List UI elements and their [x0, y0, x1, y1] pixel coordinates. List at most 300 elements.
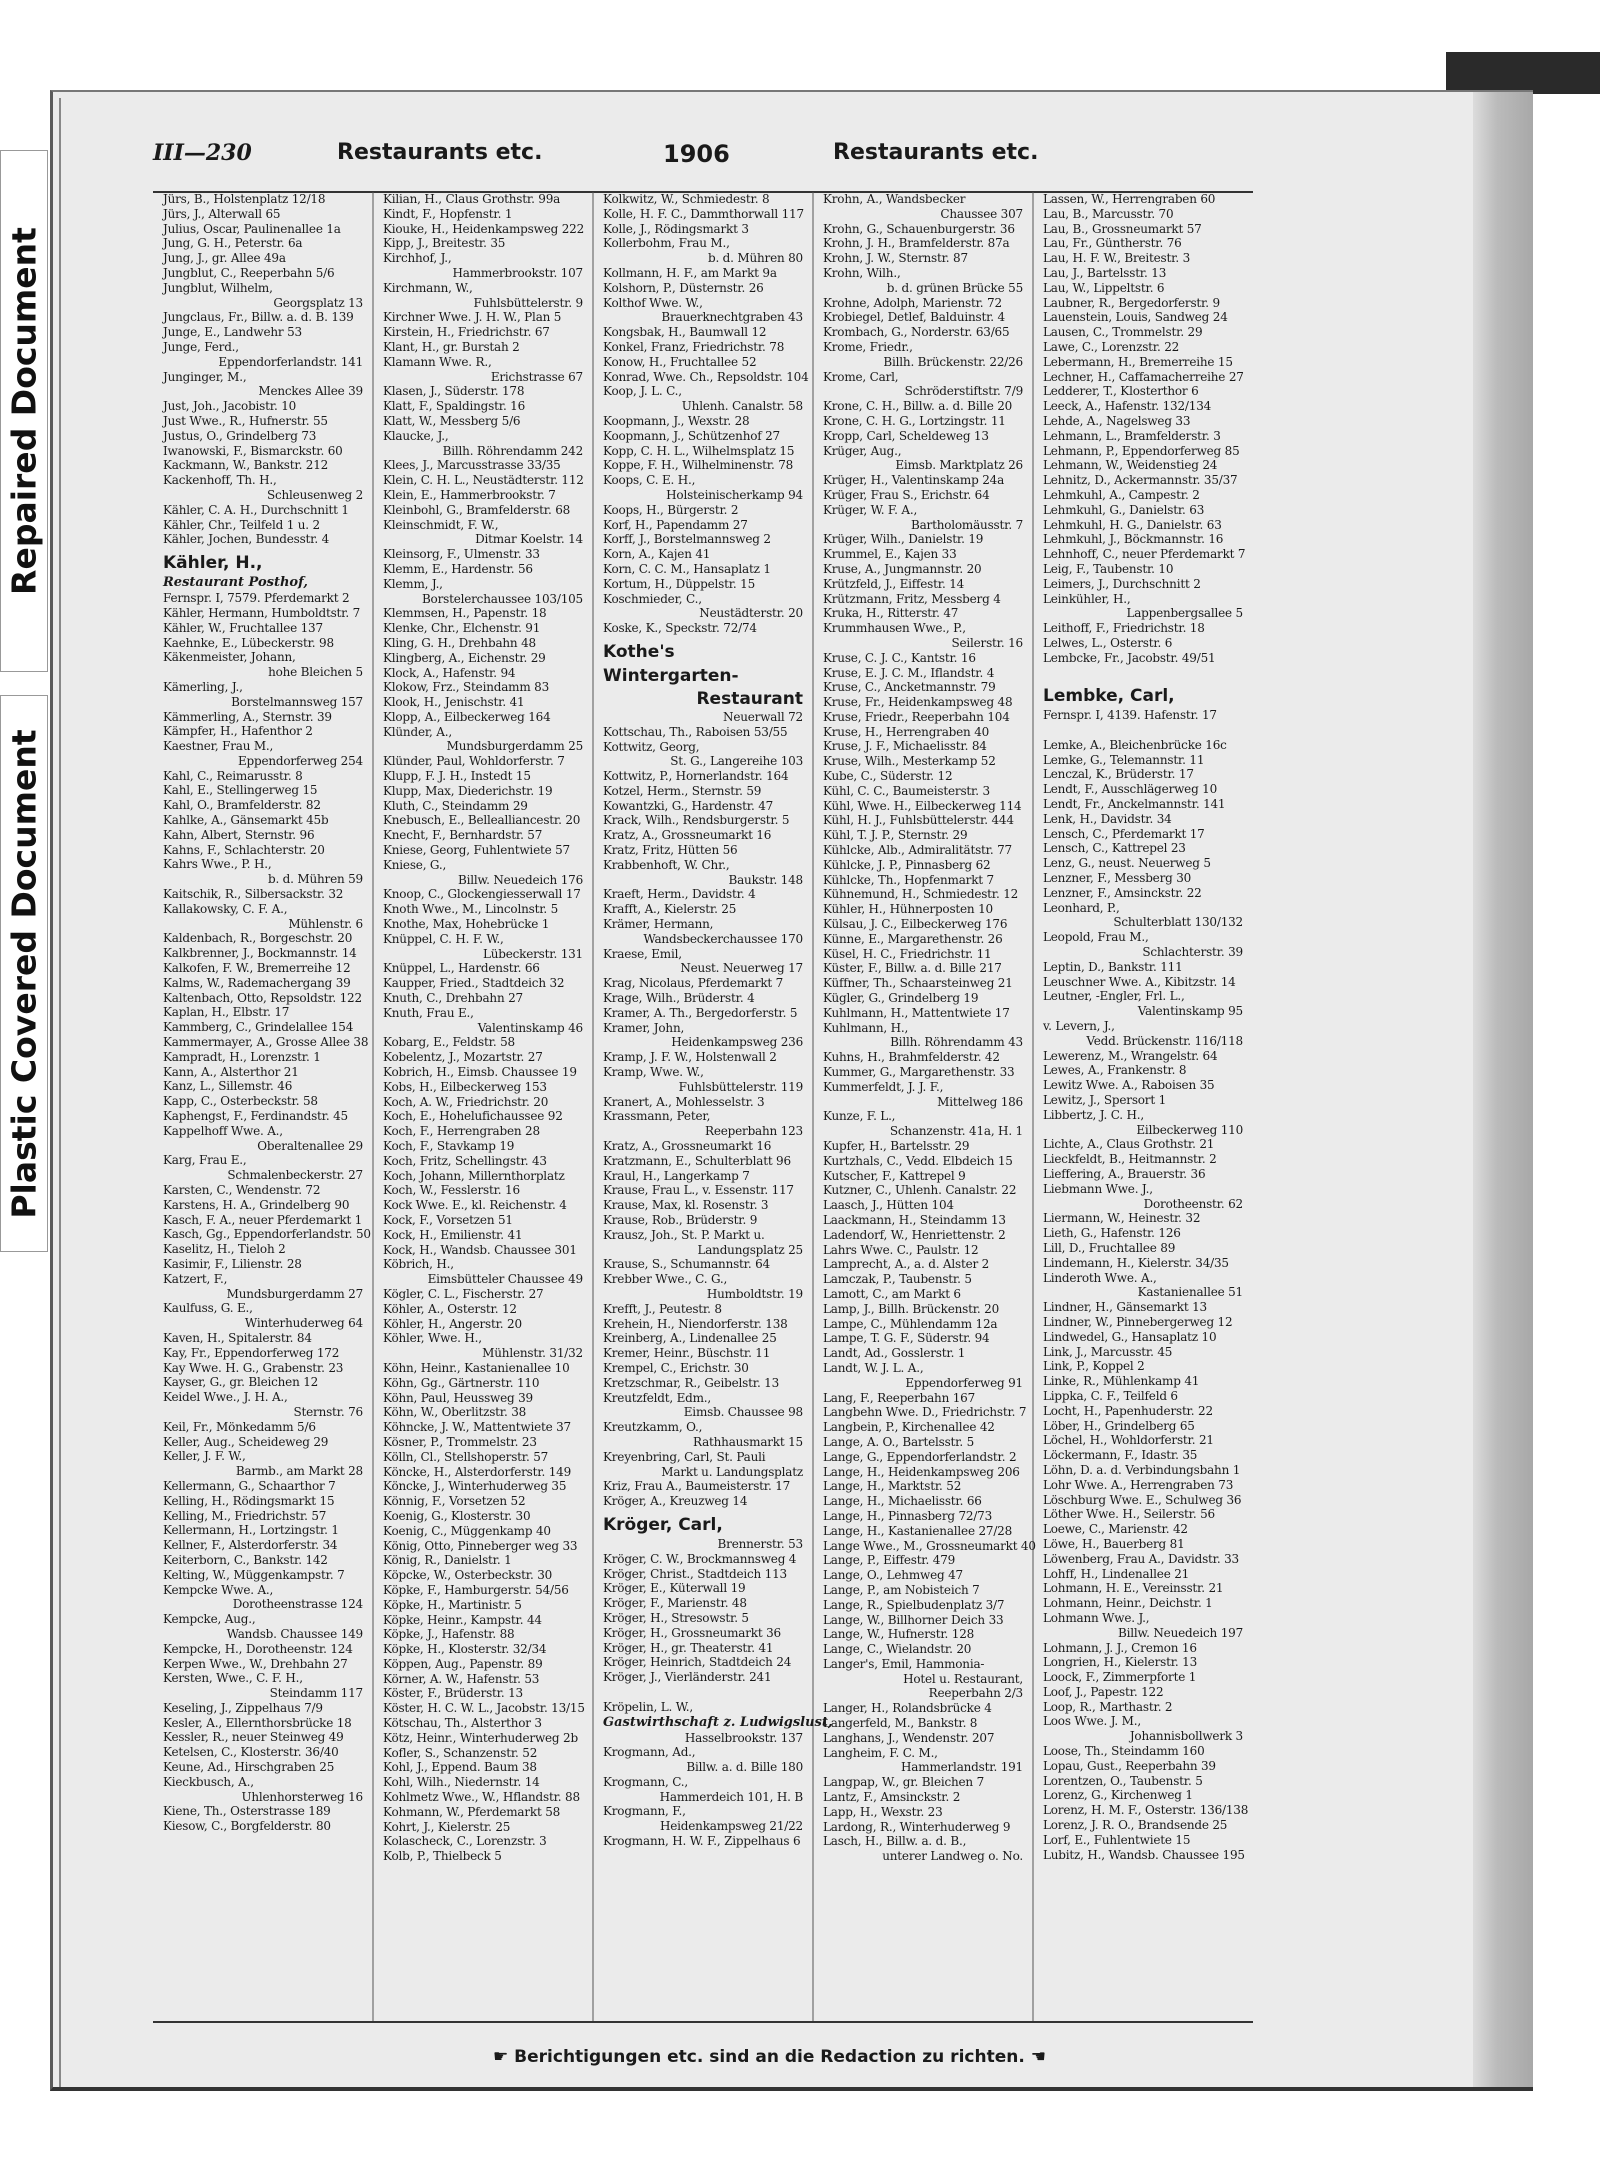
listing-entry: Lohr Wwe. A., Herrengraben 73	[1043, 1477, 1234, 1492]
business-heading: Restaurant	[696, 688, 803, 709]
page-number: III—230	[153, 140, 252, 166]
listing-entry: Lensch, C., Pferdemarkt 17	[1043, 826, 1205, 841]
side-label-strip	[0, 150, 46, 1250]
listing-entry: Koch, E., Hohelufichaussee 92	[383, 1109, 563, 1124]
listing-entry: Lehde, A., Nagelsweg 33	[1043, 413, 1191, 428]
listing-entry: Lieth, G., Hafenstr. 126	[1043, 1226, 1181, 1241]
repaired-label-text: Repaired Document	[4, 227, 44, 595]
listing-entry: Kaltenbach, Otto, Repsoldstr. 122	[163, 990, 362, 1005]
listing-continuation: Dorotheenstrasse 124	[232, 1597, 363, 1612]
listing-entry: Kröger, H., gr. Theaterstr. 41	[603, 1640, 774, 1655]
listing-continuation: Hammerbrookstr. 107	[452, 265, 583, 280]
listing-entry: Lamczak, P., Taubenstr. 5	[823, 1272, 972, 1287]
listing-entry: Lippka, C. F., Teilfeld 6	[1043, 1388, 1178, 1403]
listing-continuation: Reeperbahn 2/3	[928, 1686, 1023, 1701]
listing-entry: Kreutzkamm, O.,	[603, 1420, 703, 1435]
listing-continuation: Lübeckerstr. 131	[482, 946, 583, 961]
listing-entry: Krause, Frau L., v. Essenstr. 117	[603, 1183, 794, 1198]
listing-entry: Kalkbrenner, J., Bockmannstr. 14	[163, 946, 357, 961]
listing-entry: Kruse, Friedr., Reeperbahn 104	[823, 709, 1010, 724]
listing-continuation: Georgsplatz 13	[273, 295, 363, 310]
listing-entry: Koch, W., Fesslerstr. 16	[383, 1183, 520, 1198]
listing-entry: Kramp, J. F. W., Holstenwall 2	[603, 1050, 777, 1065]
listing-entry: Klock, A., Hafenstr. 94	[383, 665, 516, 680]
listing-entry: Lelwes, L., Osterstr. 6	[1043, 635, 1173, 650]
listing-entry: Kuhns, H., Brahmfelderstr. 42	[823, 1050, 1000, 1065]
listing-entry: Lenzner, F., Amsinckstr. 22	[1043, 885, 1202, 900]
listing-entry: Kackmann, W., Bankstr. 212	[163, 458, 329, 473]
listing-entry: Klein, C. H. L., Neustädterstr. 112	[383, 473, 584, 488]
listing-entry: Lewes, A., Frankenstr. 8	[1043, 1063, 1187, 1078]
listing-continuation: Hasselbrookstr. 137	[684, 1730, 803, 1745]
listing-entry: Kummerfeldt, J. J. F.,	[823, 1079, 944, 1094]
listing-entry: Krüger, Wilh., Danielstr. 19	[823, 532, 984, 547]
listing-continuation: Brennerstr. 53	[717, 1536, 803, 1551]
listing-entry: Koop, J. L. C.,	[603, 384, 682, 399]
listing-entry: Lau, B., Grossneumarkt 57	[1043, 221, 1202, 236]
listing-entry: Kapp, C., Osterbeckstr. 58	[163, 1094, 318, 1109]
listing-entry: Jürs, J., Alterwall 65	[163, 206, 281, 221]
listing-entry: Kindt, F., Hopfenstr. 1	[383, 206, 513, 221]
listing-continuation: Eimsbütteler Chaussee 49	[427, 1272, 583, 1287]
listing-continuation: b. d. Mühren 59	[267, 872, 363, 887]
listing-entry: Klemm, E., Hardenstr. 56	[383, 561, 533, 576]
listing-entry: Fernspr. I, 7579. Pferdemarkt 2	[163, 591, 350, 606]
listing-entry: Kähler, Chr., Teilfeld 1 u. 2	[163, 517, 320, 532]
listing-continuation: Dorotheenstr. 62	[1143, 1196, 1243, 1211]
listing-entry: Kanz, L., Sillemstr. 46	[163, 1079, 293, 1094]
listing-entry: Kesler, A., Ellernthorsbrücke 18	[163, 1715, 352, 1730]
listing-entry: Kunze, F. L.,	[823, 1109, 896, 1124]
listing-entry: Lehnitz, D., Ackermannstr. 35/37	[1043, 473, 1238, 488]
listing-continuation: Barmb., am Markt 28	[235, 1464, 363, 1479]
listing-entry: Krohne, Adolph, Marienstr. 72	[823, 295, 1002, 310]
listing-entry: Kröger, Heinrich, Stadtdeich 24	[603, 1655, 792, 1670]
listing-entry: Lapp, H., Wexstr. 23	[823, 1804, 943, 1819]
listing-entry: Kühl, C. C., Baumeisterstr. 3	[823, 783, 990, 798]
listing-entry: Kempcke, Aug.,	[163, 1612, 256, 1627]
listing-entry: Kammermayer, A., Grosse Allee 38	[163, 1035, 369, 1050]
listing-entry: Kaplan, H., Elbstr. 17	[163, 1005, 290, 1020]
listing-entry: Krone, C. H. G., Lortzingstr. 11	[823, 413, 1006, 428]
listing-entry: Klupp, Max, Diederichstr. 19	[383, 783, 553, 798]
listing-entry: Kopp, C. H. L., Wilhelmsplatz 15	[603, 443, 795, 458]
listing-entry: Lau, J., Bartelsstr. 13	[1043, 265, 1167, 280]
listing-entry: Kaulfuss, G. E.,	[163, 1301, 253, 1316]
listing-entry: Kämpfer, H., Hafenthor 2	[163, 724, 313, 739]
listing-continuation: hohe Bleichen 5	[268, 665, 363, 680]
listing-entry: Knuth, Frau E.,	[383, 1005, 474, 1020]
listing-entry: Kruse, C., Ancketmannstr. 79	[823, 680, 996, 695]
listing-entry: Lang, F., Reeperbahn 167	[823, 1390, 976, 1405]
section-title-left: Restaurants etc.	[337, 140, 543, 165]
listing-entry: Koschmieder, C.,	[603, 591, 702, 606]
listing-continuation: b. d. grünen Brücke 55	[886, 280, 1023, 295]
listing-entry: Leonhard, P.,	[1043, 900, 1120, 915]
listing-entry: Kramer, John,	[603, 1020, 685, 1035]
listing-entry: Kreutzfeldt, Edm.,	[603, 1390, 712, 1405]
listing-continuation: Brauerknechtgraben 43	[661, 310, 803, 325]
listing-entry: Kerpen Wwe., W., Drehbahn 27	[163, 1656, 348, 1671]
listing-entry: Kramer, A. Th., Bergedorferstr. 5	[603, 1005, 798, 1020]
listing-entry: Langpap, W., gr. Bleichen 7	[823, 1775, 985, 1790]
listing-entry: Lill, D., Fruchtallee 89	[1043, 1240, 1176, 1255]
listing-entry: Kilian, H., Claus Grothstr. 99a	[383, 192, 561, 206]
listing-entry: Krohn, Wilh.,	[823, 265, 901, 280]
listing-entry: Junge, E., Landwehr 53	[163, 325, 302, 340]
listing-entry: Kackenhoff, Th. H.,	[163, 473, 277, 488]
listing-entry: Lewitz, J., Spersort 1	[1043, 1093, 1167, 1108]
listing-entry: Koch, Fritz, Schellingstr. 43	[383, 1153, 547, 1168]
listing-continuation: Borstelerchaussee 103/105	[421, 591, 583, 606]
listing-entry: Korn, A., Kajen 41	[603, 547, 711, 562]
listing-entry: Krombach, G., Norderstr. 63/65	[823, 325, 1010, 340]
listing-entry: Lamott, C., am Markt 6	[823, 1286, 961, 1301]
listing-entry: Löschburg Wwe. E., Schulweg 36	[1043, 1492, 1242, 1507]
listing-continuation: Baukstr. 148	[728, 872, 803, 887]
listing-entry: Lardong, R., Winterhuderweg 9	[823, 1819, 1011, 1834]
listing-continuation: Mundsburgerdamm 25	[446, 739, 583, 754]
section-title-right: Restaurants etc.	[833, 140, 1039, 165]
listing-entry: Lantz, F., Amsinckstr. 2	[823, 1790, 961, 1805]
listing-entry: Krohn, A., Wandsbecker	[823, 192, 966, 206]
listing-entry: Laubner, R., Bergedorferstr. 9	[1043, 295, 1220, 310]
listing-entry: Kreyenbring, Carl, St. Pauli	[603, 1449, 766, 1464]
listing-entry: Kögler, C. L., Fischerstr. 27	[383, 1286, 544, 1301]
listing-entry: Leutner, -Engler, Frl. L.,	[1043, 989, 1185, 1004]
listing-entry: Köhn, W., Oberlitzstr. 38	[383, 1405, 527, 1420]
listing-entry: Löber, H., Grindelberg 65	[1043, 1418, 1195, 1433]
listing-continuation: Heidenkampsweg 21/22	[659, 1819, 803, 1834]
spacer	[1043, 723, 1243, 738]
listing-entry: Körner, A. W., Hafenstr. 53	[383, 1671, 540, 1686]
listing-entry: Krafft, A., Kielerstr. 25	[603, 902, 737, 917]
listing-continuation: Borstelmannsweg 157	[231, 694, 363, 709]
listing-entry: Kock, H., Emilienstr. 41	[383, 1227, 523, 1242]
listing-entry: Kratz, A., Grossneumarkt 16	[603, 828, 772, 843]
listing-continuation: Fuhlsbüttelerstr. 119	[678, 1079, 803, 1094]
listing-continuation: Winterhuderweg 64	[244, 1316, 363, 1331]
listing-entry: Kahns, F., Schlachterstr. 20	[163, 842, 325, 857]
listing-entry: Lehmann, L., Bramfelderstr. 3	[1043, 428, 1221, 443]
listing-entry: Klatt, F., Spaldingstr. 16	[383, 399, 526, 414]
listing-entry: Knüppel, L., Hardenstr. 66	[383, 961, 540, 976]
listing-entry: Krause, S., Schumannstr. 64	[603, 1257, 770, 1272]
listing-entry: Kleinsorg, F., Ulmenstr. 33	[383, 547, 540, 562]
listing-continuation: Schulterblatt 130/132	[1113, 915, 1243, 930]
listing-entry: Langer, H., Rolandsbrücke 4	[823, 1701, 992, 1716]
listing-entry: Lange, H., Pinnasberg 72/73	[823, 1508, 993, 1523]
listing-column-1	[163, 192, 371, 2022]
listing-entry: Koppe, F. H., Wilhelminenstr. 78	[603, 458, 794, 473]
listing-entry: Köhn, Gg., Gärtnerstr. 110	[383, 1375, 540, 1390]
listing-entry: Köppen, Aug., Papenstr. 89	[383, 1656, 543, 1671]
listing-entry: Lorenz, G., Kirchenweg 1	[1043, 1788, 1193, 1803]
listing-entry: Löchel, H., Wohldorferstr. 21	[1043, 1433, 1214, 1448]
listing-entry: Kottwitz, P., Hornerlandstr. 164	[603, 769, 789, 784]
listing-entry: Koenig, C., Müggenkamp 40	[383, 1523, 551, 1538]
listing-entry: Kaven, H., Spitalerstr. 84	[163, 1330, 312, 1345]
listing-entry: Kobelentz, J., Mozartstr. 27	[383, 1050, 543, 1065]
listing-entry: Kiesow, C., Borgfelderstr. 80	[163, 1819, 331, 1834]
listing-entry: Lorf, E., Fuhlentwiete 15	[1043, 1832, 1191, 1847]
listing-continuation: Landungsplatz 25	[697, 1242, 803, 1257]
listing-column-3	[603, 192, 833, 2022]
listing-entry: Fernspr. I, 4139. Hafenstr. 17	[1043, 708, 1217, 723]
listing-entry: Künne, E., Margarethenstr. 26	[823, 931, 1003, 946]
listing-entry: Krützfeld, J., Eiffestr. 14	[823, 576, 965, 591]
listing-entry: Lewerenz, M., Wrangelstr. 64	[1043, 1048, 1218, 1063]
listing-continuation: Vedd. Brückenstr. 116/118	[1086, 1033, 1243, 1048]
listing-continuation: Billh. Röhrendamm 43	[890, 1035, 1023, 1050]
listing-entry: Kropp, Carl, Scheldeweg 13	[823, 428, 989, 443]
listing-entry: Kohmann, W., Pferdemarkt 58	[383, 1804, 561, 1819]
listing-entry: Köhler, A., Osterstr. 12	[383, 1301, 517, 1316]
listing-entry: Korf, H., Papendamm 27	[603, 517, 748, 532]
listing-entry: Lenczal, K., Brüderstr. 17	[1043, 767, 1194, 782]
listing-entry: Kruse, E. J. C. M., Iflandstr. 4	[823, 665, 995, 680]
listing-entry: Kühnemund, H., Schmiedestr. 12	[823, 887, 1019, 902]
listing-entry: Kock Wwe. E., kl. Reichenstr. 4	[383, 1198, 567, 1213]
listing-entry: Kügler, G., Grindelberg 19	[823, 991, 979, 1006]
listing-entry: Kirchner Wwe. J. H. W., Plan 5	[383, 310, 562, 325]
listing-entry: Lahrs Wwe. C., Paulstr. 12	[823, 1242, 979, 1257]
listing-entry: Klingberg, A., Eichenstr. 29	[383, 650, 546, 665]
listing-continuation: Mundsburgerdamm 27	[226, 1286, 363, 1301]
listing-entry: Langbein, P., Kirchenallee 42	[823, 1420, 995, 1435]
listing-entry: Loof, J., Papestr. 122	[1043, 1684, 1164, 1699]
listing-entry: Kröger, C. W., Brockmannsweg 4	[603, 1551, 797, 1566]
listing-entry: Lange, H., Kastanienallee 27/28	[823, 1523, 1013, 1538]
listing-entry: König, R., Danielstr. 1	[383, 1553, 512, 1568]
listing-entry: Kellner, F., Alsterdorferstr. 34	[163, 1538, 338, 1553]
scanner-edge-block	[1446, 52, 1600, 94]
listing-entry: Kühlcke, Th., Hopfenmarkt 7	[823, 872, 994, 887]
listing-entry: Lorenz, J. R. O., Brandsende 25	[1043, 1818, 1228, 1833]
listing-entry: Jungblut, C., Reeperbahn 5/6	[163, 265, 335, 280]
listing-continuation: Hotel u. Restaurant,	[903, 1671, 1023, 1686]
listing-entry: Krüger, H., Valentinskamp 24a	[823, 473, 1005, 488]
listing-continuation: Seilerstr. 16	[951, 635, 1023, 650]
listing-entry: Kiouke, H., Heidenkampsweg 222	[383, 221, 585, 236]
spacer	[1043, 666, 1243, 681]
listing-entry: Lampe, C., Mühlendamm 12a	[823, 1316, 998, 1331]
listing-continuation: Billh. Brückenstr. 22/26	[883, 354, 1023, 369]
listing-continuation: Eppendorferweg 91	[905, 1375, 1023, 1390]
listing-entry: Klünder, Paul, Wohldorferstr. 7	[383, 754, 565, 769]
listing-entry: Kobarg, E., Feldstr. 58	[383, 1035, 515, 1050]
listing-entry: Lehmkuhl, J., Böckmannstr. 16	[1043, 532, 1224, 547]
listing-entry: Kappelhoff Wwe. A.,	[163, 1123, 283, 1138]
listing-entry: Klemm, J.,	[383, 576, 443, 591]
listing-entry: Kruse, Fr., Heidenkampsweg 48	[823, 695, 1013, 710]
listing-entry: Klemmsen, H., Papenstr. 18	[383, 606, 547, 621]
listing-continuation: Eilbeckerweg 110	[1136, 1122, 1243, 1137]
listing-entry: Kösner, P., Trommelstr. 23	[383, 1434, 537, 1449]
listing-entry: Klokow, Frz., Steindamm 83	[383, 680, 550, 695]
listing-entry: Lange, C., Wielandstr. 20	[823, 1642, 972, 1657]
listing-entry: Lindwedel, G., Hansaplatz 10	[1043, 1329, 1217, 1344]
listing-entry: Koops, C. E. H.,	[603, 473, 696, 488]
listing-continuation: Schröderstiftstr. 7/9	[904, 384, 1023, 399]
listing-entry: Küster, F., Billw. a. d. Bille 217	[823, 961, 1002, 976]
listing-entry: Libbertz, J. C. H.,	[1043, 1107, 1144, 1122]
listing-entry: Kottwitz, Georg,	[603, 739, 700, 754]
listing-entry: Kröger, J., Vierländerstr. 241	[603, 1670, 772, 1685]
listing-entry: Kummer, G., Margarethenstr. 33	[823, 1065, 1015, 1080]
listing-continuation: Eimsb. Chaussee 98	[683, 1405, 803, 1420]
listing-entry: Kleinbohl, G., Bramfelderstr. 68	[383, 502, 571, 517]
listing-entry: Kasch, Gg., Eppendorferlandstr. 50	[163, 1227, 371, 1242]
listing-continuation: Fuhlsbüttelerstr. 9	[473, 295, 583, 310]
listing-entry: Krack, Wilh., Rendsburgerstr. 5	[603, 813, 790, 828]
listing-entry: Kraese, Emil,	[603, 946, 682, 961]
listing-entry: Kramp, Wwe. W.,	[603, 1065, 704, 1080]
listing-continuation: Uhlenhorsterweg 16	[241, 1789, 363, 1804]
listing-entry: Kölln, Cl., Stellshoperstr. 57	[383, 1449, 549, 1464]
business-advert: Restaurant Posthof,	[163, 575, 308, 591]
listing-entry: Kube, C., Süderstr. 12	[823, 769, 953, 784]
listing-entry: Knüppel, C. H. F. W.,	[383, 931, 504, 946]
listing-entry: Krüger, W. F. A.,	[823, 502, 918, 517]
listing-continuation: Ditmar Koelstr. 14	[475, 532, 583, 547]
listing-entry: Just, Joh., Jacobistr. 10	[163, 399, 297, 414]
listing-entry: Knoop, C., Glockengiesserwall 17	[383, 887, 581, 902]
listing-entry: Lange, O., Lehmweg 47	[823, 1568, 963, 1583]
listing-entry: Lewitz Wwe. A., Raboisen 35	[1043, 1078, 1215, 1093]
listing-entry: Kaupper, Fried., Stadtdeich 32	[383, 976, 565, 991]
listing-entry: Junginger, M.,	[163, 369, 247, 384]
business-advert: Gastwirthschaft z. Ludwigslust,	[603, 1714, 833, 1730]
listing-entry: Lieffering, A., Brauerstr. 36	[1043, 1167, 1206, 1181]
listing-column-5	[1043, 192, 1249, 2022]
listing-entry: Kohl, Wilh., Niedernstr. 14	[383, 1775, 540, 1790]
listing-entry: Krefft, J., Peutestr. 8	[603, 1301, 722, 1316]
listing-entry: Krebber Wwe., C. G.,	[603, 1272, 728, 1287]
listing-entry: Lohff, H., Lindenallee 21	[1043, 1566, 1190, 1581]
listing-entry: Kötschau, Th., Alsterthor 3	[383, 1716, 542, 1731]
listing-entry: Lohmann Wwe. J.,	[1043, 1610, 1150, 1625]
listing-entry: Krohn, J. H., Bramfelderstr. 87a	[823, 236, 1010, 251]
listing-entry: Langer's, Emil, Hammonia-	[823, 1656, 985, 1671]
listing-continuation: b. d. Mühren 80	[707, 251, 803, 266]
listing-entry: Kluth, C., Steindamm 29	[383, 798, 528, 813]
listing-entry: Kähler, C. A. H., Durchschnitt 1	[163, 502, 349, 517]
listing-entry: Kollerbohm, Frau M.,	[603, 236, 730, 251]
listing-entry: Leinkühler, H.,	[1043, 591, 1131, 606]
listing-entry: Knebusch, E., Bellealliancestr. 20	[383, 813, 581, 828]
listing-entry: Kottschau, Th., Raboisen 53/55	[603, 724, 788, 739]
listing-entry: Kruse, H., Herrengraben 40	[823, 724, 990, 739]
listing-entry: Kobrich, H., Eimsb. Chaussee 19	[383, 1065, 577, 1080]
listing-entry: Kratz, A., Grossneumarkt 16	[603, 1139, 772, 1154]
listing-entry: Lohmann, J. J., Cremon 16	[1043, 1640, 1197, 1655]
listing-entry: Iwanowski, F., Bismarckstr. 60	[163, 443, 343, 458]
listing-entry: Kröpelin, L. W.,	[603, 1699, 694, 1714]
listing-entry: Kahn, Albert, Sternstr. 96	[163, 827, 315, 842]
listing-continuation: Eppendorferweg 254	[237, 753, 363, 768]
listing-entry: Kellermann, H., Lortzingstr. 1	[163, 1523, 339, 1538]
listing-continuation: Menckes Allee 39	[258, 384, 363, 399]
listing-entry: Lembcke, Fr., Jacobstr. 49/51	[1043, 650, 1216, 665]
listing-entry: Külsau, J. C., Eilbeckerweg 176	[823, 917, 1008, 932]
listing-entry: Käkenmeister, Johann,	[163, 650, 296, 665]
listing-entry: Lehnhoff, C., neuer Pferdemarkt 7	[1043, 547, 1246, 562]
listing-entry: Krage, Wilh., Brüderstr. 4	[603, 991, 755, 1006]
listing-entry: Lohmann, Heinr., Deichstr. 1	[1043, 1596, 1213, 1611]
listing-entry: Lange, H., Heidenkampsweg 206	[823, 1464, 1020, 1479]
listing-entry: Kühl, H. J., Fuhlsbüttelerstr. 444	[823, 813, 1014, 828]
listing-entry: Kretzschmar, R., Geibelstr. 13	[603, 1375, 780, 1390]
listing-entry: Lechner, H., Caffamacherreihe 27	[1043, 369, 1244, 384]
listing-entry: Lausen, C., Trommelstr. 29	[1043, 325, 1203, 340]
listing-entry: Lehmann, P., Eppendorferweg 85	[1043, 443, 1240, 458]
listing-entry: Jung, J., gr. Allee 49a	[163, 251, 286, 266]
listing-entry: Liebmann Wwe. J.,	[1043, 1181, 1153, 1196]
listing-entry: Jungclaus, Fr., Billw. a. d. B. 139	[163, 310, 354, 325]
listing-entry: Kelling, H., Rödingsmarkt 15	[163, 1493, 335, 1508]
listing-entry: Loop, R., Marthastr. 2	[1043, 1699, 1173, 1714]
listing-entry: Kaestner, Frau M.,	[163, 739, 274, 754]
listing-entry: Lenk, H., Davidstr. 34	[1043, 811, 1172, 826]
listing-continuation: Heidenkampsweg 236	[671, 1035, 803, 1050]
listing-entry: Landt, W. J. L. A.,	[823, 1360, 924, 1375]
listing-entry: Lampe, T. G. F., Süderstr. 94	[823, 1331, 990, 1346]
listing-entry: Kock, F., Vorsetzen 51	[383, 1212, 513, 1227]
listing-entry: Koopmann, J., Schützenhof 27	[603, 428, 780, 443]
listing-entry: Lehmkuhl, A., Campestr. 2	[1043, 487, 1200, 502]
listing-entry: Krogmann, F.,	[603, 1804, 686, 1819]
listing-entry: Konrad, Wwe. Ch., Repsoldstr. 104	[603, 369, 809, 384]
listing-entry: Linke, R., Mühlenkamp 41	[1043, 1374, 1200, 1389]
listing-entry: Kratzmann, E., Schulterblatt 96	[603, 1153, 791, 1168]
listing-continuation: Valentinskamp 46	[477, 1020, 583, 1035]
listing-continuation: Schmalenbeckerstr. 27	[227, 1168, 363, 1183]
listing-continuation: unterer Landweg o. No.	[882, 1849, 1023, 1864]
listing-continuation: Bartholomäusstr. 7	[910, 517, 1023, 532]
listing-continuation: Erichstrasse 67	[490, 369, 583, 384]
listing-entry: Kutzner, C., Uhlenh. Canalstr. 22	[823, 1183, 1017, 1198]
listing-entry: Justus, O., Grindelberg 73	[163, 428, 317, 443]
listing-entry: Kraeft, Herm., Davidstr. 4	[603, 887, 756, 902]
listing-entry: Linderoth Wwe. A.,	[1043, 1270, 1157, 1285]
listing-continuation: Lappenbergsallee 5	[1126, 606, 1243, 621]
listing-entry: Kniese, Georg, Fuhlentwiete 57	[383, 843, 570, 858]
listing-entry: Lebermann, H., Bremerreihe 15	[1043, 354, 1233, 369]
listing-entry: Köhler, Wwe. H.,	[383, 1331, 482, 1346]
listing-entry: Krüger, Aug.,	[823, 443, 902, 458]
listing-entry: Lemke, A., Bleichenbrücke 16c	[1043, 737, 1227, 752]
listing-entry: Locht, H., Papenhuderstr. 22	[1043, 1403, 1213, 1418]
listing-entry: Langheim, F. C. M.,	[823, 1745, 938, 1760]
listing-entry: Lawe, C., Lorenzstr. 22	[1043, 339, 1180, 354]
listing-entry: Kempcke Wwe. A.,	[163, 1582, 274, 1597]
listing-entry: Lange, A. O., Bartelsstr. 5	[823, 1434, 975, 1449]
listing-entry: Konkel, Franz, Friedrichstr. 78	[603, 339, 785, 354]
listing-entry: Lange, R., Spielbudenplatz 3/7	[823, 1597, 1005, 1612]
listing-continuation: Mühlenstr. 31/32	[482, 1346, 583, 1361]
listing-entry: Kuhlmann, H., Mattentwiete 17	[823, 1005, 1010, 1020]
listing-entry: Lopau, Gust., Reeperbahn 39	[1043, 1758, 1216, 1773]
listing-entry: Lasch, H., Billw. a. d. B.,	[823, 1834, 967, 1849]
listing-entry: Kessler, R., neuer Steinweg 49	[163, 1730, 344, 1745]
listing-entry: Köpke, F., Hamburgerstr. 54/56	[383, 1582, 569, 1597]
listing-entry: Laasch, J., Hütten 104	[823, 1198, 954, 1213]
listing-continuation: Steindamm 117	[269, 1686, 363, 1701]
listing-entry: Kahl, C., Reimarusstr. 8	[163, 768, 303, 783]
listing-entry: Köpke, J., Hafenstr. 88	[383, 1627, 515, 1642]
listing-entry: Langerfeld, M., Bankstr. 8	[823, 1716, 978, 1731]
